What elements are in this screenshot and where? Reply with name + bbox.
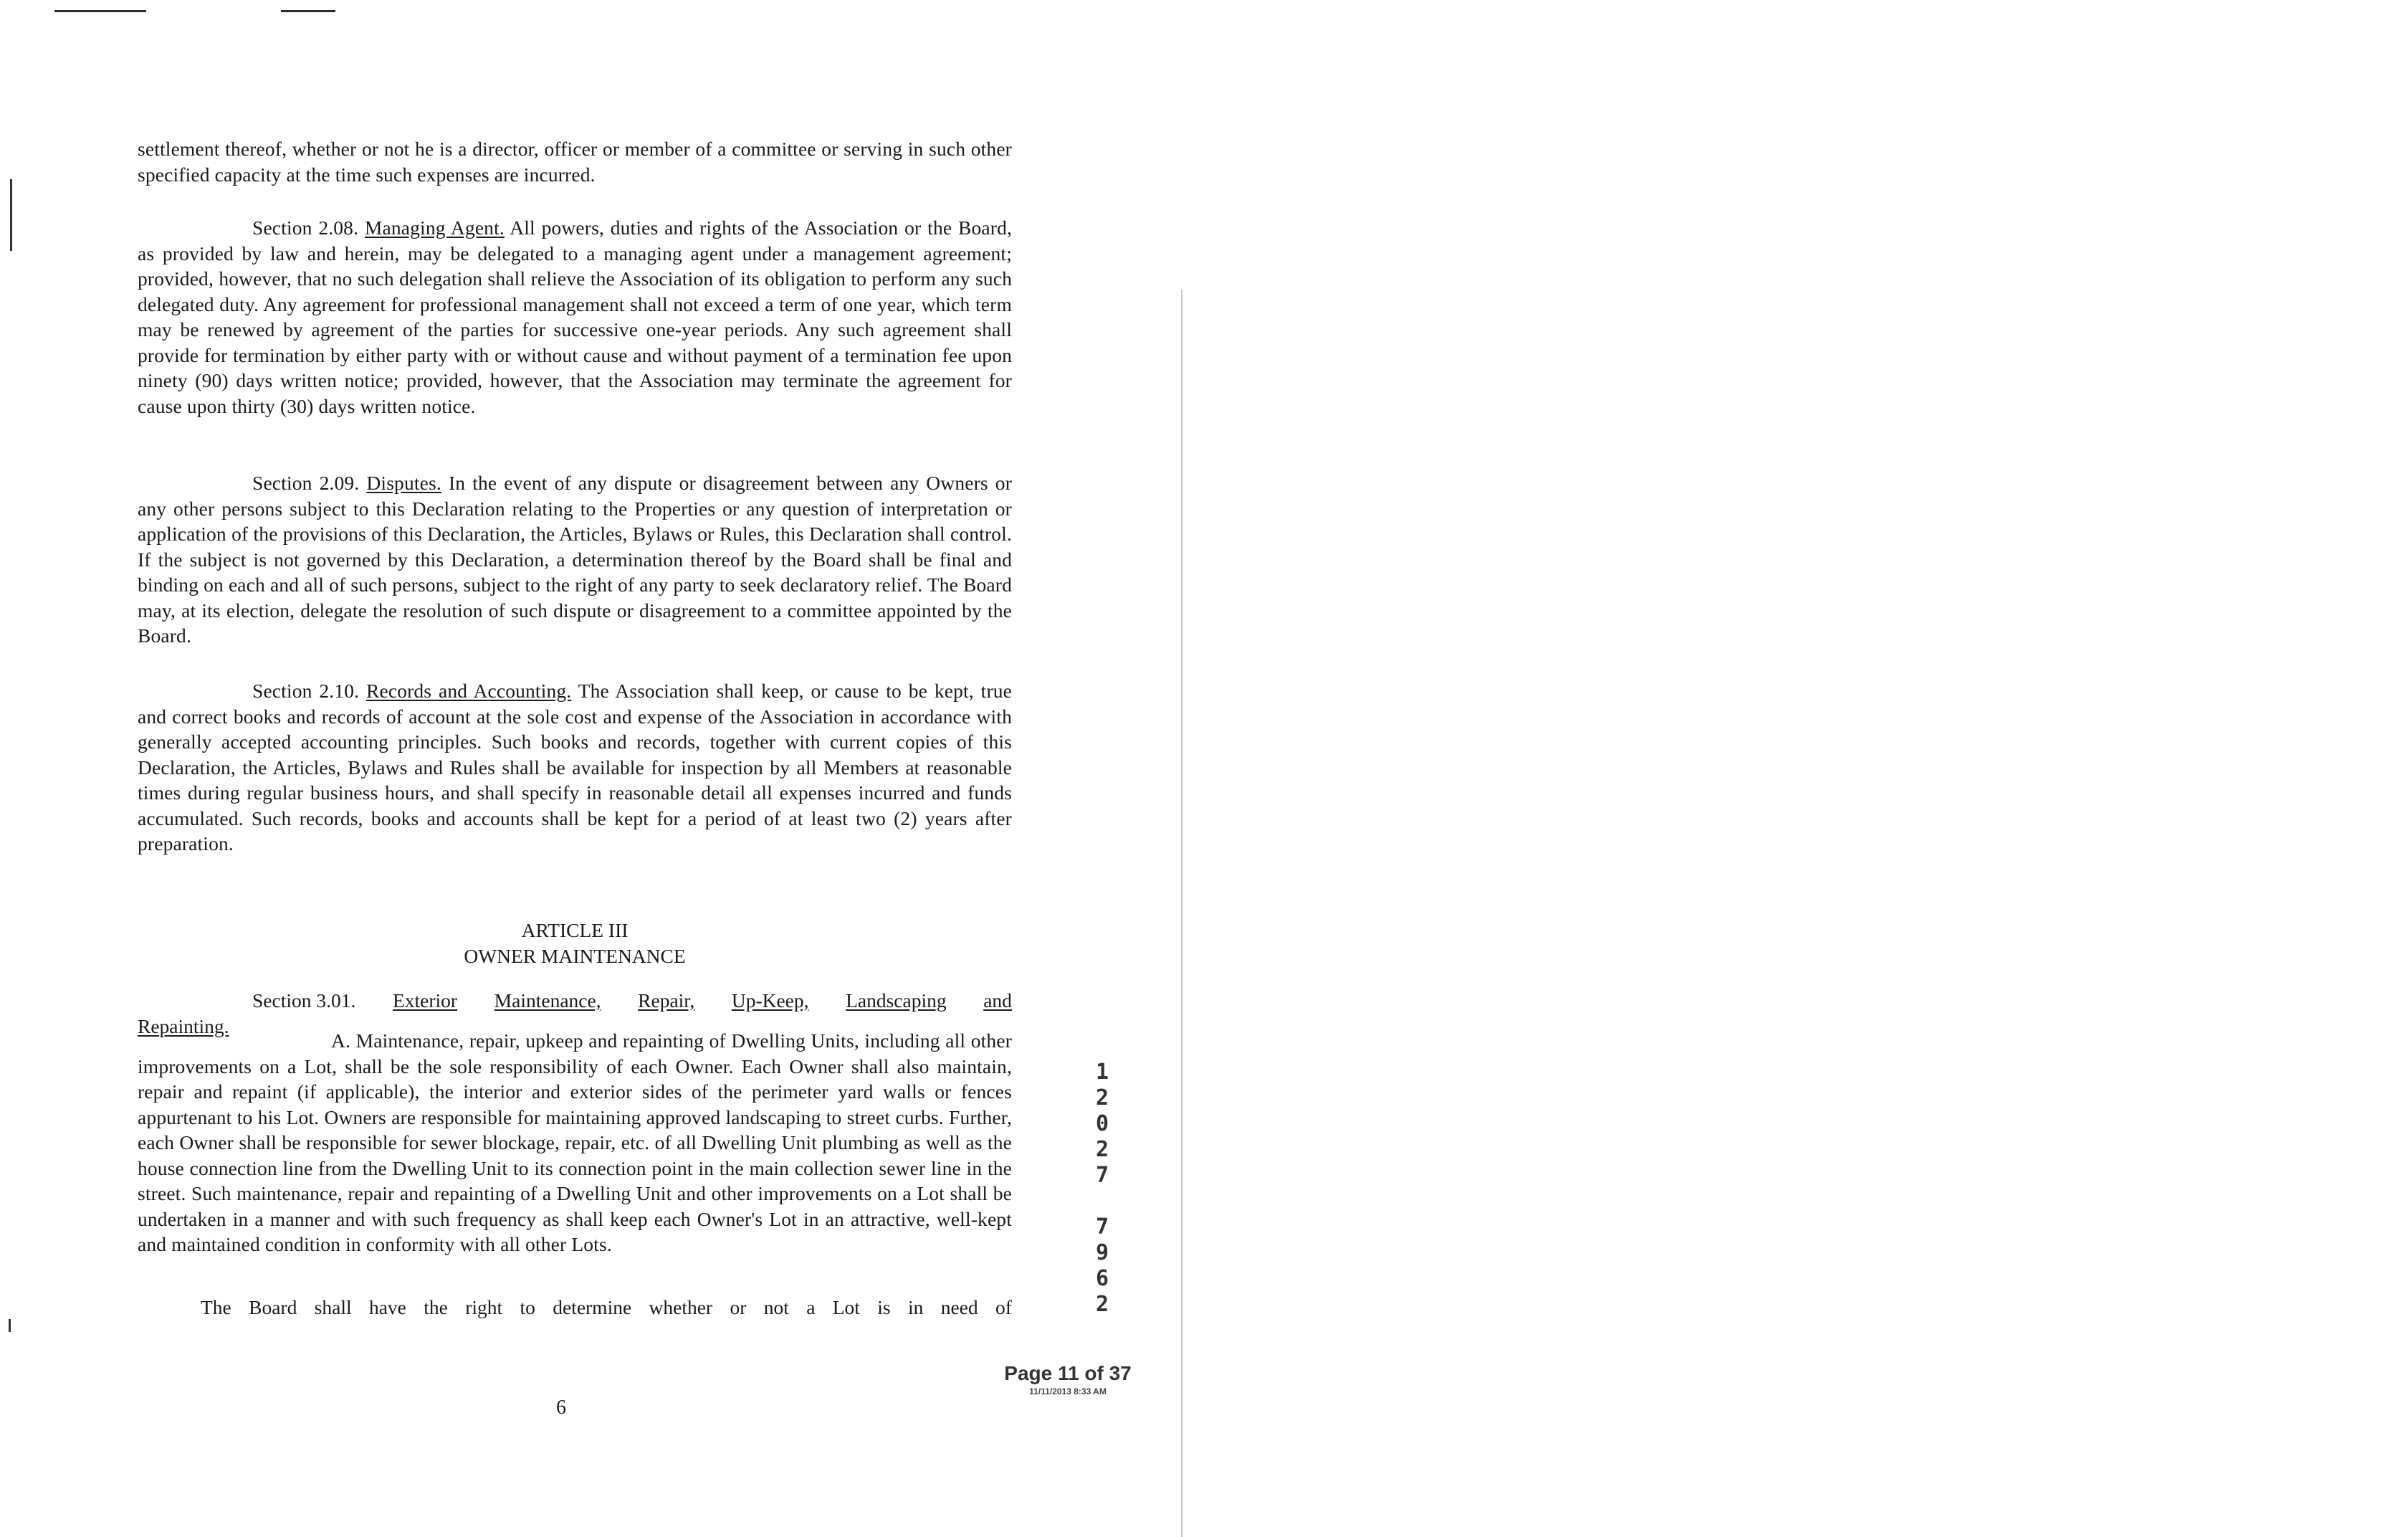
section-title: Disputes.: [366, 472, 441, 494]
word: right: [465, 1296, 503, 1318]
word: whether: [649, 1296, 713, 1318]
section-title: Managing Agent.: [364, 216, 505, 239]
doc-digit: 6: [1095, 1266, 1109, 1291]
scan-artifact-line: [281, 10, 335, 12]
stamp-timestamp: 11/11/2013 8:33 AM: [1029, 1386, 1107, 1396]
section-text: The Association shall keep, or cause to be kept, true and correct books and records of account at the sole cost and expense of the Association in accordance with generally accepted accounting principles. Such books and records, together with current copies of this Declaration, the Articles, Bylaws and Rules shall be available for inspection by all Members at reasonable times during regular business hours, and shall specify in reasonable detail all expenses incurred and funds accumulated. Such records, books and accounts shall be kept for a period of at least two (2) years after preparation.: [138, 680, 1013, 855]
title-word: Repair,: [638, 989, 695, 1012]
section-2-08: [138, 215, 1012, 419]
stamp-page-label: Page 11 of 37: [1004, 1362, 1132, 1384]
article-subtitle: OWNER MAINTENANCE: [464, 945, 686, 967]
section-3-01-para-a: [138, 1028, 1012, 1257]
word: not: [763, 1296, 789, 1318]
doc-digit: 7: [1095, 1163, 1109, 1188]
section-title-end: Repainting.: [138, 1014, 229, 1037]
doc-digit: 2: [1095, 1292, 1109, 1317]
recording-document-number: [1088, 1060, 1117, 1318]
paragraph-text: A. Maintenance, repair, upkeep and repainting of Dwelling Units, including all other improvements on a Lot, shall be the sole responsibility of each Owner. Each Owner shall also maintain, repair and repaint (if applicable), the interior and exterior sides of the perimeter yard walls or fences appurtenant to his Lot. Owners are responsible for maintaining approved landscaping to street curbs. Further, each Owner shall be responsible for sewer blockage, repair, etc. of all Dwelling Unit plumbing as well as the house connection line from the Dwelling Unit to its connection point in the main collection sewer line in the street. Such maintenance, repair and repainting of a Dwelling Unit and other improvements on a Lot shall be undertaken in a manner and with such frequency as shall keep each Owner's Lot in an attractive, well-kept and maintained condition in conformity with all other Lots.: [138, 1029, 1012, 1255]
doc-digit: 7: [1095, 1214, 1109, 1239]
word: in: [907, 1296, 924, 1318]
scan-artifact-bar: [10, 179, 12, 251]
word: a: [806, 1296, 816, 1318]
section-text: All powers, duties and rights of the Association or the Board, as provided by law and herein, may be delegated to a managing agent under a management agreement; provided, however, that no such delegation shall relieve the Association of its obligation to perform any such delegated duty. Any agreement for professional management shall not exceed a term of one year, which term may be renewed by agreement of the parties for successive one-year periods. Any such agreement shall provide for termination by either party with or without cause and without payment of a termination fee upon ninety (90) days written notice; provided, however, that the Association may terminate the agreement for cause upon thirty (30) days written notice.: [138, 216, 1012, 417]
title-word: Up-Keep,: [731, 989, 809, 1012]
doc-digit: 2: [1095, 1085, 1109, 1110]
word: or: [730, 1296, 747, 1318]
section-text: In the event of any dispute or disagreement between any Owners or any other persons subject to this Declaration relating to the Properties or any question of interpretation or application of the provisions of this Declaration, the Articles, Bylaws or Rules, this Declaration shall control. If the subject is not governed by this Declaration, a determination thereof by the Board shall be final and binding on each and all of such persons, subject to the right of any party to seek declaratory relief. The Board may, at its election, delegate the resolution of such dispute or disagreement to a committee appointed by the Board.: [138, 472, 1012, 647]
page-number: 6: [556, 1396, 566, 1419]
word: need: [940, 1296, 978, 1318]
doc-digit: [1088, 1189, 1117, 1214]
title-word: Maintenance,: [494, 989, 601, 1012]
word: The: [201, 1296, 231, 1318]
word: of: [995, 1296, 1012, 1318]
title-word: Exterior: [392, 989, 458, 1012]
word: the: [424, 1296, 448, 1318]
section-label: Section 2.09.: [252, 472, 360, 494]
section-2-10: [138, 678, 1012, 857]
title-word: and: [983, 989, 1012, 1012]
doc-digit: 0: [1095, 1111, 1109, 1136]
doc-digit: 9: [1095, 1240, 1109, 1265]
word: is: [877, 1296, 891, 1318]
word: Lot: [832, 1296, 860, 1318]
doc-digit: 2: [1095, 1137, 1109, 1162]
article-heading: [138, 918, 1012, 969]
word: to: [520, 1296, 535, 1318]
section-label: Section 3.01.: [252, 989, 356, 1012]
article-title: ARTICLE III: [521, 919, 629, 941]
section-title: Records and Accounting.: [366, 680, 572, 702]
word: have: [368, 1296, 406, 1318]
section-2-09: [138, 470, 1012, 649]
section-3-01-continuation-line: [138, 1295, 1012, 1321]
title-word: Landscaping: [846, 989, 947, 1012]
word: Board: [249, 1296, 297, 1318]
word: determine: [553, 1296, 632, 1318]
continuation-paragraph: settlement thereof, whether or not he is a director, officer or member of a committee or serving in such other specified capacity at the time such expenses are incurred.: [138, 138, 1012, 186]
scan-artifact-bar: [9, 1319, 11, 1332]
section-label: Section 2.10.: [252, 680, 360, 702]
scan-artifact-line: [54, 10, 146, 12]
section-label: Section 2.08.: [252, 216, 359, 239]
doc-digit: 1: [1095, 1060, 1109, 1085]
page-divider: [1181, 290, 1182, 1537]
recorder-stamp: [996, 1362, 1140, 1396]
word: shall: [314, 1296, 352, 1318]
